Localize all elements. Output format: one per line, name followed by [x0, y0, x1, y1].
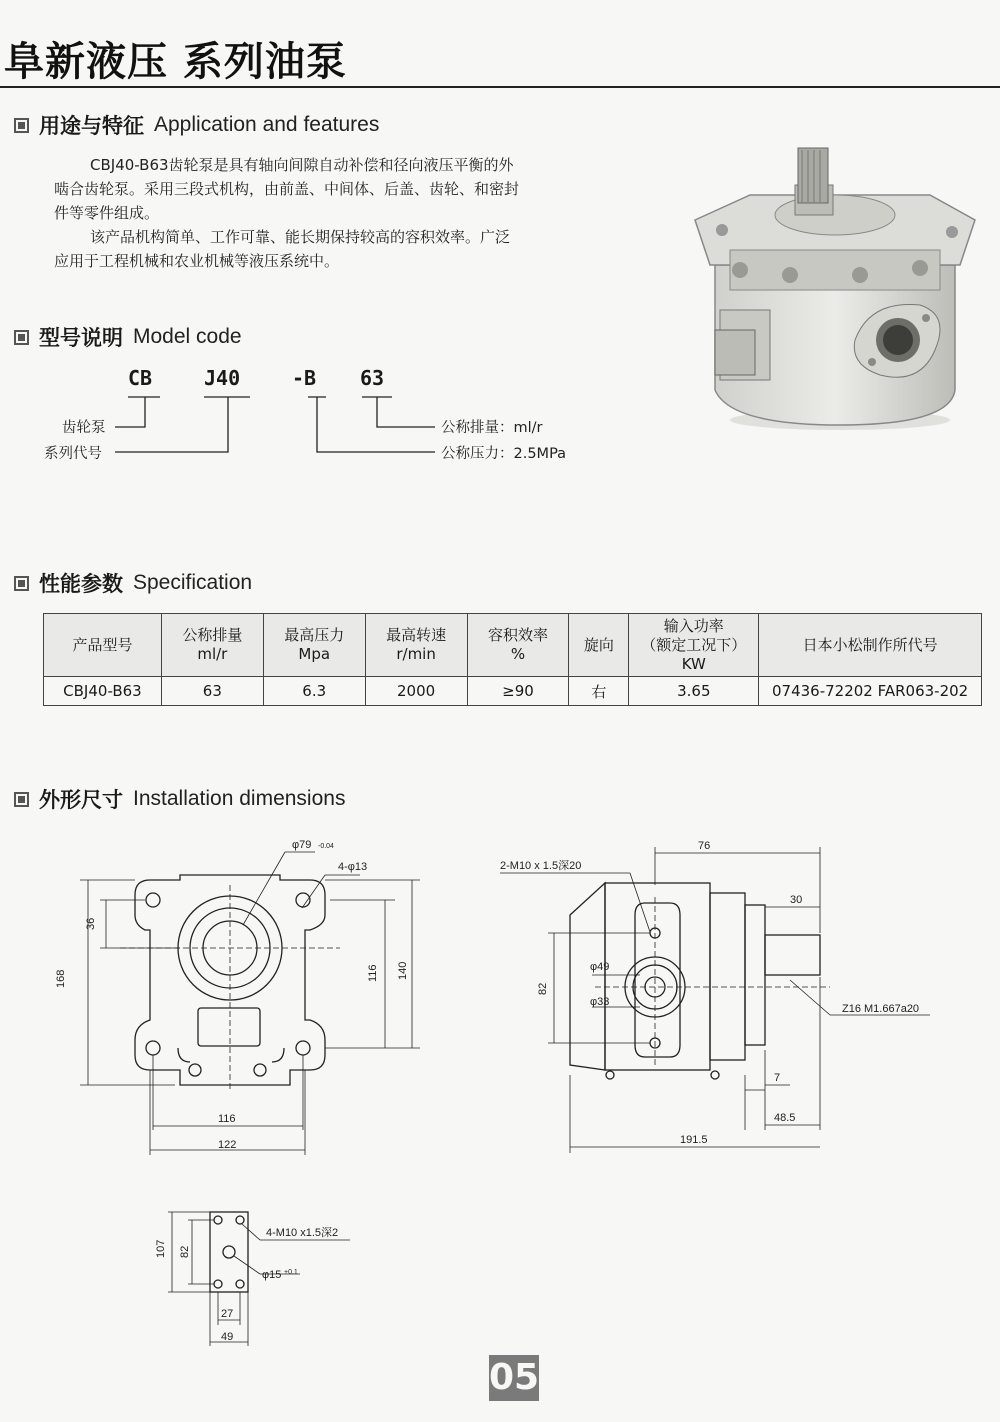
- section-title-zh: 型号说明: [39, 326, 123, 350]
- section-title-en: Installation dimensions: [133, 787, 346, 810]
- cell-rotation: 右: [569, 677, 629, 706]
- spec-table: [43, 613, 982, 706]
- header-model: 产品型号: [44, 614, 162, 677]
- section-square-icon: [14, 118, 29, 133]
- dim-82-flange: 82: [179, 1245, 191, 1258]
- section-title-en: Specification: [133, 571, 253, 594]
- label-pressure: 公称压力：2.5MPa: [441, 446, 567, 462]
- cell-displacement: 63: [161, 677, 263, 706]
- dim-phi79-tol: -0.04: [318, 843, 334, 850]
- model-part-j40: J40: [204, 366, 241, 390]
- dim-82: 82: [537, 982, 549, 995]
- header-rotation: 旋向: [569, 614, 629, 677]
- model-part-b: -B: [292, 366, 317, 390]
- section-model-heading: [14, 322, 242, 352]
- dim-spline: Z16 M1.667a20: [842, 1003, 920, 1015]
- dim-thread-m10: 2-M10 x 1.5深20: [500, 860, 582, 872]
- header-max-pressure: 最高压力 Mpa: [263, 614, 365, 677]
- para1-line3: 件等零件组成。: [54, 204, 160, 222]
- side-view-drawing: [500, 835, 940, 1155]
- dim-phi15-tol: +0.1: [284, 1269, 298, 1276]
- model-part-cb: CB: [128, 366, 153, 390]
- cell-komatsu-code: 07436-72202 FAR063-202: [759, 677, 982, 706]
- dim-122: 122: [218, 1139, 237, 1151]
- dim-flange-thread: 4-M10 x1.5深2: [266, 1227, 339, 1239]
- dim-30: 30: [790, 894, 803, 906]
- label-series-code: 系列代号: [44, 446, 102, 462]
- dim-holes: 4-φ13: [338, 861, 368, 873]
- model-part-63: 63: [360, 366, 385, 390]
- para2-line1: 该产品机构简单、工作可靠、能长期保持较高的容积效率。广泛: [90, 228, 511, 246]
- para1-line2: 啮合齿轮泵。采用三段式机构，由前盖、中间体、后盖、齿轮、和密封: [54, 180, 520, 198]
- application-text: [54, 153, 584, 273]
- dim-140: 140: [397, 961, 409, 980]
- dim-phi49: φ49: [590, 961, 610, 973]
- dim-116-vertical: 116: [367, 964, 379, 982]
- section-title-en: Application and features: [154, 113, 380, 136]
- cell-model: CBJ40-B63: [44, 677, 162, 706]
- header-displacement: 公称排量 ml/r: [161, 614, 263, 677]
- gear-pump-photo: [690, 140, 980, 435]
- section-title-zh: 性能参数: [39, 572, 123, 596]
- dim-7: 7: [774, 1072, 781, 1084]
- dim-49: 49: [221, 1331, 234, 1343]
- header-komatsu-code: 日本小松制作所代号: [759, 614, 982, 677]
- para1-line1: CBJ40-B63齿轮泵是具有轴向间隙自动补偿和径向液压平衡的外: [90, 156, 514, 174]
- cell-efficiency: ≥90: [467, 677, 569, 706]
- section-square-icon: [14, 792, 29, 807]
- dim-76: 76: [698, 840, 711, 852]
- spec-data-row: [44, 677, 982, 706]
- front-view-drawing: [40, 830, 460, 1160]
- section-square-icon: [14, 330, 29, 345]
- dim-phi33: φ33: [590, 996, 610, 1008]
- section-title-zh: 外形尺寸: [39, 788, 123, 812]
- dim-27: 27: [221, 1308, 234, 1320]
- section-application-heading: [14, 110, 379, 140]
- label-gear-pump: 齿轮泵: [62, 420, 106, 436]
- label-displacement: 公称排量：ml/r: [441, 420, 543, 436]
- header-efficiency: 容积效率 %: [467, 614, 569, 677]
- section-dims-heading: [14, 784, 345, 814]
- cell-max-pressure: 6.3: [263, 677, 365, 706]
- section-title-zh: 用途与特征: [39, 114, 144, 138]
- dim-36: 36: [85, 917, 97, 930]
- page-number: 05: [489, 1355, 539, 1401]
- dim-168: 168: [55, 969, 67, 988]
- section-square-icon: [14, 576, 29, 591]
- header-max-speed: 最高转速 r/min: [365, 614, 467, 677]
- dim-191-5: 191.5: [680, 1134, 708, 1146]
- section-title-en: Model code: [133, 325, 242, 348]
- header-input-power: 输入功率 （额定工况下） KW: [629, 614, 759, 677]
- title-rule: [0, 86, 1000, 88]
- dim-phi79: φ79: [292, 839, 312, 851]
- flange-drawing: [150, 1200, 370, 1350]
- dim-107: 107: [155, 1239, 167, 1258]
- dim-48-5: 48.5: [774, 1112, 796, 1124]
- page-title: 阜新液压 系列油泵: [4, 38, 347, 85]
- para2-line2: 应用于工程机械和农业机械等液压系统中。: [54, 252, 340, 270]
- section-spec-heading: [14, 568, 252, 598]
- dim-116-horizontal: 116: [218, 1113, 236, 1125]
- spec-header-row: [44, 614, 982, 677]
- cell-max-speed: 2000: [365, 677, 467, 706]
- dim-phi15: φ15: [262, 1269, 282, 1281]
- cell-input-power: 3.65: [629, 677, 759, 706]
